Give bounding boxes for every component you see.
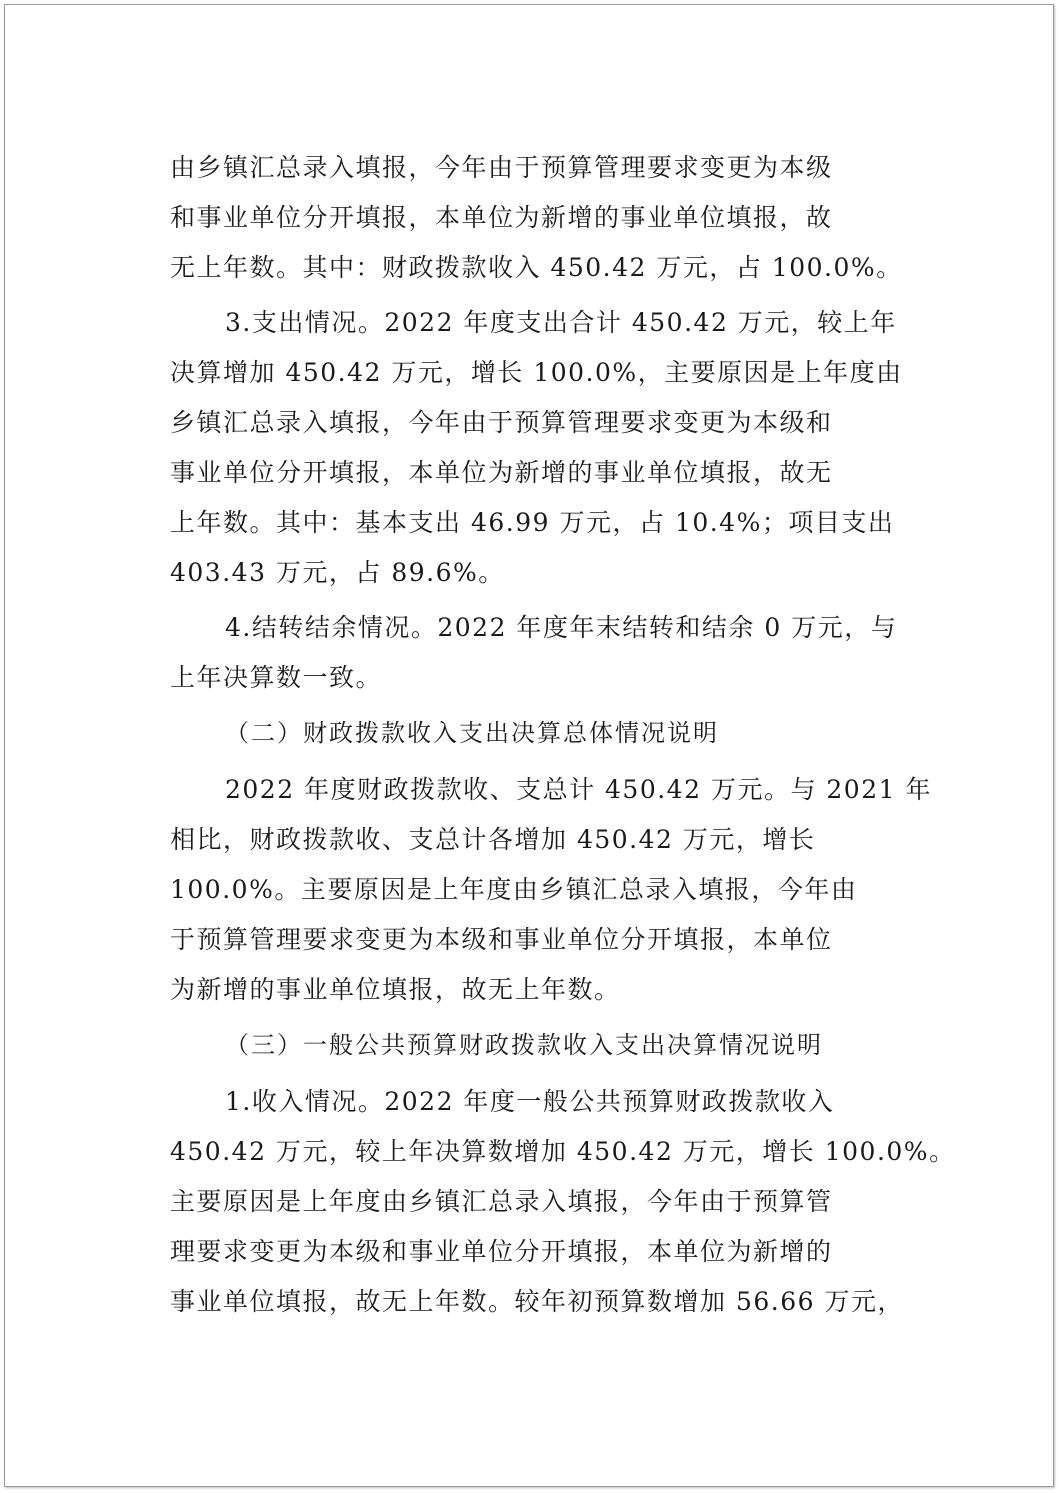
paragraph-line: 2022 年度财政拨款收、支总计 450.42 万元。与 2021 年 xyxy=(225,775,932,804)
section-heading: （三）一般公共预算财政拨款收入支出决算情况说明 xyxy=(225,1031,823,1059)
paragraph-line: 理要求变更为本级和事业单位分开填报，本单位为新增的 xyxy=(170,1237,833,1266)
paragraph-line: 于预算管理要求变更为本级和事业单位分开填报，本单位 xyxy=(170,925,833,954)
paragraph-line: 由乡镇汇总录入填报，今年由于预算管理要求变更为本级 xyxy=(170,153,833,182)
paragraph-line: 450.42 万元，较上年决算数增加 450.42 万元，增长 100.0%。 xyxy=(170,1137,956,1166)
paragraph-line: 上年决算数一致。 xyxy=(170,663,383,692)
section-heading: （二）财政拨款收入支出决算总体情况说明 xyxy=(225,719,719,747)
paragraph-line: 403.43 万元，占 89.6%。 xyxy=(170,558,505,587)
paragraph-line: 100.0%。主要原因是上年度由乡镇汇总录入填报，今年由 xyxy=(170,875,858,904)
paragraph-line: 3.支出情况。2022 年度支出合计 450.42 万元，较上年 xyxy=(225,308,897,337)
paragraph-line: 主要原因是上年度由乡镇汇总录入填报，今年由于预算管 xyxy=(170,1187,833,1216)
paragraph-line: 4.结转结余情况。2022 年度年末结转和结余 0 万元，与 xyxy=(225,613,898,642)
paragraph-line: 事业单位分开填报，本单位为新增的事业单位填报，故无 xyxy=(170,458,833,487)
paragraph-line: 为新增的事业单位填报，故无上年数。 xyxy=(170,975,621,1004)
document-page xyxy=(4,4,1054,1487)
paragraph-line: 无上年数。其中：财政拨款收入 450.42 万元，占 100.0%。 xyxy=(170,253,903,282)
paragraph-line: 和事业单位分开填报，本单位为新增的事业单位填报，故 xyxy=(170,203,833,232)
paragraph-line: 1.收入情况。2022 年度一般公共预算财政拨款收入 xyxy=(225,1087,835,1116)
paragraph-line: 乡镇汇总录入填报，今年由于预算管理要求变更为本级和 xyxy=(170,408,833,437)
paragraph-line: 上年数。其中：基本支出 46.99 万元，占 10.4%；项目支出 xyxy=(170,508,895,537)
paragraph-line: 相比，财政拨款收、支总计各增加 450.42 万元，增长 xyxy=(170,825,816,854)
paragraph-line: 决算增加 450.42 万元，增长 100.0%，主要原因是上年度由 xyxy=(170,358,903,387)
paragraph-line: 事业单位填报，故无上年数。较年初预算数增加 56.66 万元， xyxy=(170,1287,904,1316)
